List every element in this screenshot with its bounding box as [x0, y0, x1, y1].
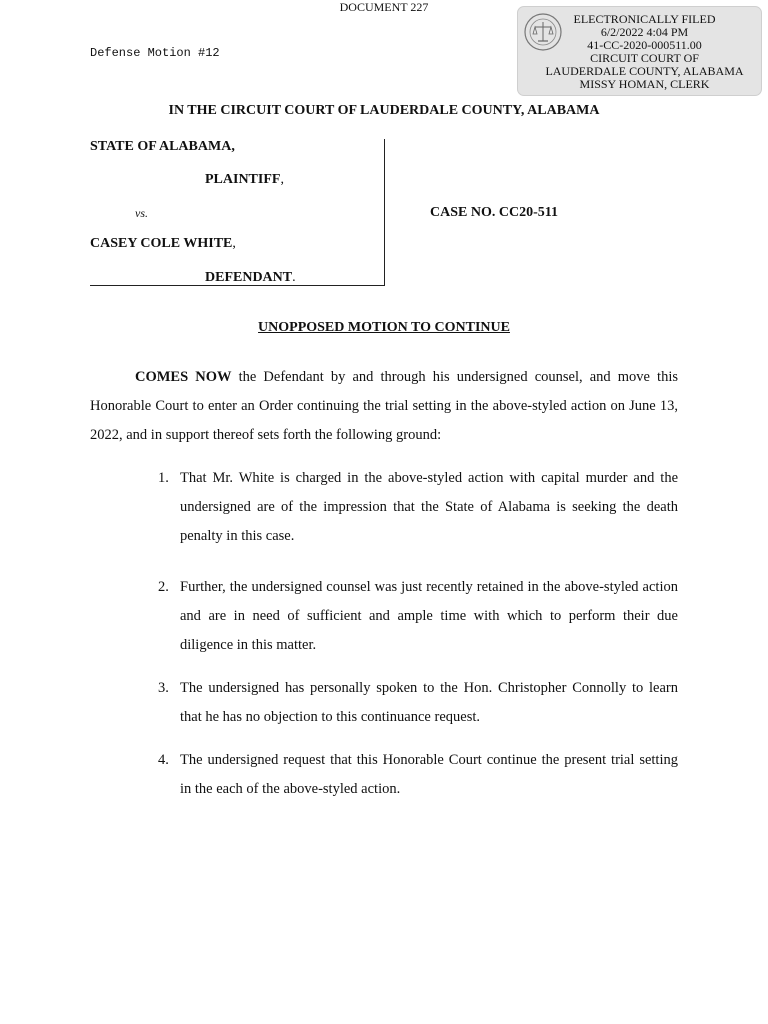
versus-label: vs.: [135, 206, 148, 220]
intro-paragraph: [90, 363, 678, 450]
stamp-line-court: CIRCUIT COURT OF: [590, 51, 699, 65]
defendant-name: CASEY COLE WHITE: [90, 236, 233, 251]
stamp-line-status: ELECTRONICALLY FILED: [573, 12, 716, 26]
stamp-line-clerk: MISSY HOMAN, CLERK: [579, 77, 710, 91]
case-number: CASE NO. CC20-511: [430, 205, 558, 220]
intro-lead: COMES NOW: [135, 369, 232, 385]
ground-item: [158, 464, 678, 551]
document-number: DOCUMENT 227: [339, 0, 429, 14]
plaintiff-label: PLAINTIFF: [205, 172, 281, 187]
ground-text: The undersigned request that this Honorable Court continue the present trial setting in the each of the above-styled action.: [180, 752, 678, 797]
ground-item: [158, 573, 678, 660]
plaintiff-name: STATE OF ALABAMA,: [90, 139, 235, 154]
ground-item: [158, 746, 678, 804]
plaintiff-role: [205, 172, 284, 188]
case-caption: [90, 139, 385, 286]
defendant-line: [90, 236, 236, 252]
ground-number: 1.: [158, 470, 169, 486]
defendant-suffix: ,: [232, 236, 236, 251]
ground-text: The undersigned has personally spoken to the Hon. Christopher Connolly to learn that he has no objection to this continuance request.: [180, 680, 678, 725]
ground-number: 4.: [158, 752, 169, 768]
stamp-line-filing-number: 41-CC-2020-000511.00: [587, 38, 702, 52]
defendant-label: DEFENDANT: [205, 270, 293, 285]
filing-stamp: [517, 6, 762, 96]
ground-number: 2.: [158, 579, 169, 595]
ground-item: [158, 674, 678, 732]
motion-tag: Defense Motion #12: [90, 46, 220, 60]
stamp-line-datetime: 6/2/2022 4:04 PM: [600, 25, 689, 39]
ground-text: Further, the undersigned counsel was just recently retained in the above-styled action and are in need of sufficient and ample time with which to perform their due diligence in this matter.: [180, 579, 678, 653]
stamp-line-county: LAUDERDALE COUNTY, ALABAMA: [545, 64, 744, 78]
defendant-end: .: [292, 270, 296, 285]
intro-text: the Defendant by and through his undersigned counsel, and move this Honorable Court to enter an Order continuing the trial setting in the above-styled action on June 13, 2022, and in support thereof sets forth the following ground:: [90, 369, 678, 443]
court-heading: IN THE CIRCUIT COURT OF LAUDERDALE COUNTY, ALABAMA: [168, 103, 600, 118]
plaintiff-suffix: ,: [280, 172, 284, 187]
ground-number: 3.: [158, 680, 169, 696]
ground-text: That Mr. White is charged in the above-styled action with capital murder and the undersigned are of the impression that the State of Alabama is seeking the death penalty in this case.: [180, 470, 678, 544]
defendant-role: [205, 270, 296, 286]
motion-title: UNOPPOSED MOTION TO CONTINUE: [258, 320, 510, 335]
